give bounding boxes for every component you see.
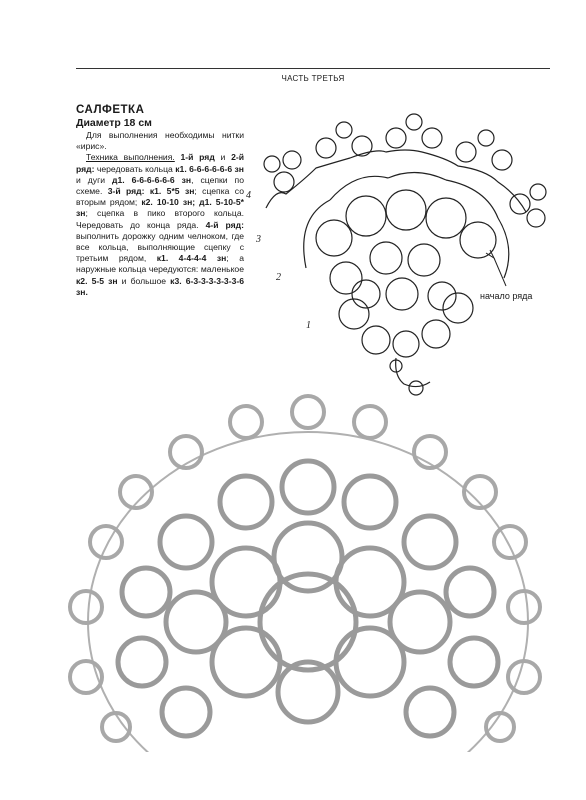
section-header: ЧАСТЬ ТРЕТЬЯ — [281, 74, 345, 83]
row-label-3: 3 — [256, 234, 261, 245]
article-title: САЛФЕТКА — [76, 104, 145, 116]
article-diameter: Диаметр 18 см — [76, 117, 152, 129]
technique-paragraph: Техника выполнения. 1-й ряд и 2-й ряд: чередовать кольца к1. 6-6-6-6-6-6 зн и дуги д1. 6-6-6-6-6-6 зн, сцепки по схеме. 3-й ряд: к1. 5*5 зн; сцепка со вторым рядом; к2. 10-10 зн; д1. 5-10-5* зн; сцепка в пико второго кольца. Чередовать до конца ряда. 4-й ряд: выполнить дорожку одним челноком, где все кольца, выполняющие сцепку с третьим рядом, к1. 4-4-4-4 зн; а наружные кольца чередуются: маленькое к2. 5-5 зн и большое к3. 6-3-3-3-3-3-3-6 зн. — [76, 152, 244, 297]
technique-heading: Техника выполнения. — [86, 152, 175, 163]
tatting-diagram — [246, 108, 556, 398]
instructions-text — [76, 130, 244, 298]
row-label-4: 4 — [246, 190, 251, 201]
materials-paragraph: Для выполнения необходимы нитки «ирис». — [76, 130, 244, 152]
row-label-1: 1 — [306, 320, 311, 331]
doily-photo — [46, 392, 566, 752]
start-of-row-label: начало ряда — [480, 291, 533, 301]
header-rule — [76, 68, 550, 69]
row-label-2: 2 — [276, 272, 281, 283]
